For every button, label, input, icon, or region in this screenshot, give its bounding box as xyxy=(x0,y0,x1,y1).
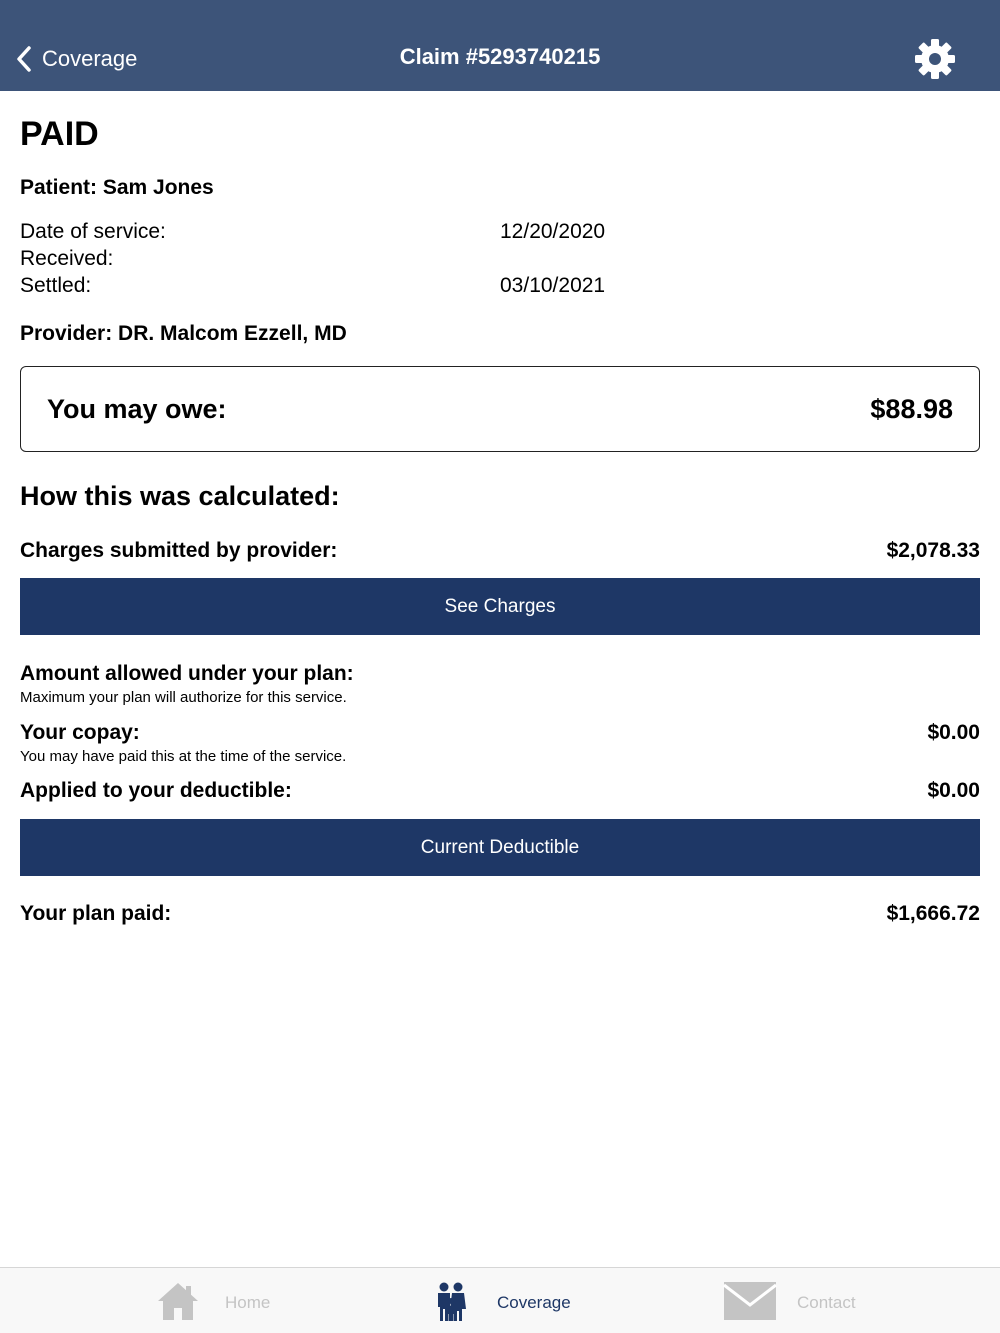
amount-owed-card xyxy=(20,366,980,452)
claim-status: PAID xyxy=(20,115,99,153)
envelope-icon xyxy=(723,1281,777,1321)
charges-value: $2,078.33 xyxy=(886,539,980,562)
settings-button[interactable] xyxy=(913,37,957,81)
patient-name: Patient: Sam Jones xyxy=(20,176,214,199)
nav-bar xyxy=(0,0,1000,91)
tab-coverage[interactable] xyxy=(430,1268,590,1333)
copay-sublabel: You may have paid this at the time of the service. xyxy=(20,748,347,765)
page-title: Claim #5293740215 xyxy=(399,44,601,69)
allowed-sublabel: Maximum your plan will authorize for this service. xyxy=(20,689,347,706)
allowed-label: Amount allowed under your plan: xyxy=(20,662,354,685)
date-label: Settled: xyxy=(20,274,92,297)
calculation-heading: How this was calculated: xyxy=(20,481,340,511)
settled-row xyxy=(20,274,980,300)
copay-value: $0.00 xyxy=(927,721,980,744)
plan-paid-label: Your plan paid: xyxy=(20,902,172,925)
date-of-service-row xyxy=(20,220,980,246)
tab-contact[interactable] xyxy=(720,1268,880,1333)
date-label: Received: xyxy=(20,247,114,270)
date-value: 03/10/2021 xyxy=(500,274,606,297)
tab-home-label: Home xyxy=(225,1293,271,1312)
chevron-left-icon xyxy=(14,45,34,73)
tab-home[interactable] xyxy=(150,1268,310,1333)
tab-bar xyxy=(0,1267,1000,1333)
tab-coverage-label: Coverage xyxy=(497,1293,571,1312)
home-icon xyxy=(156,1280,200,1322)
see-charges-button[interactable]: See Charges xyxy=(20,578,980,635)
family-icon xyxy=(434,1281,468,1323)
charges-label: Charges submitted by provider: xyxy=(20,539,338,562)
date-label: Date of service: xyxy=(20,220,166,243)
amount-owed-label: You may owe: xyxy=(47,394,227,424)
date-value: 12/20/2020 xyxy=(500,220,606,243)
back-button-label: Coverage xyxy=(42,46,138,71)
provider-name: Provider: DR. Malcom Ezzell, MD xyxy=(20,322,347,345)
copay-label: Your copay: xyxy=(20,721,140,744)
current-deductible-button[interactable]: Current Deductible xyxy=(20,819,980,876)
deductible-label: Applied to your deductible: xyxy=(20,779,292,802)
back-button[interactable] xyxy=(14,40,137,78)
tab-contact-label: Contact xyxy=(797,1293,856,1312)
deductible-value: $0.00 xyxy=(927,779,980,802)
gear-icon xyxy=(913,37,957,81)
received-row xyxy=(20,247,980,273)
amount-owed-value: $88.98 xyxy=(870,394,953,424)
plan-paid-value: $1,666.72 xyxy=(886,902,980,925)
